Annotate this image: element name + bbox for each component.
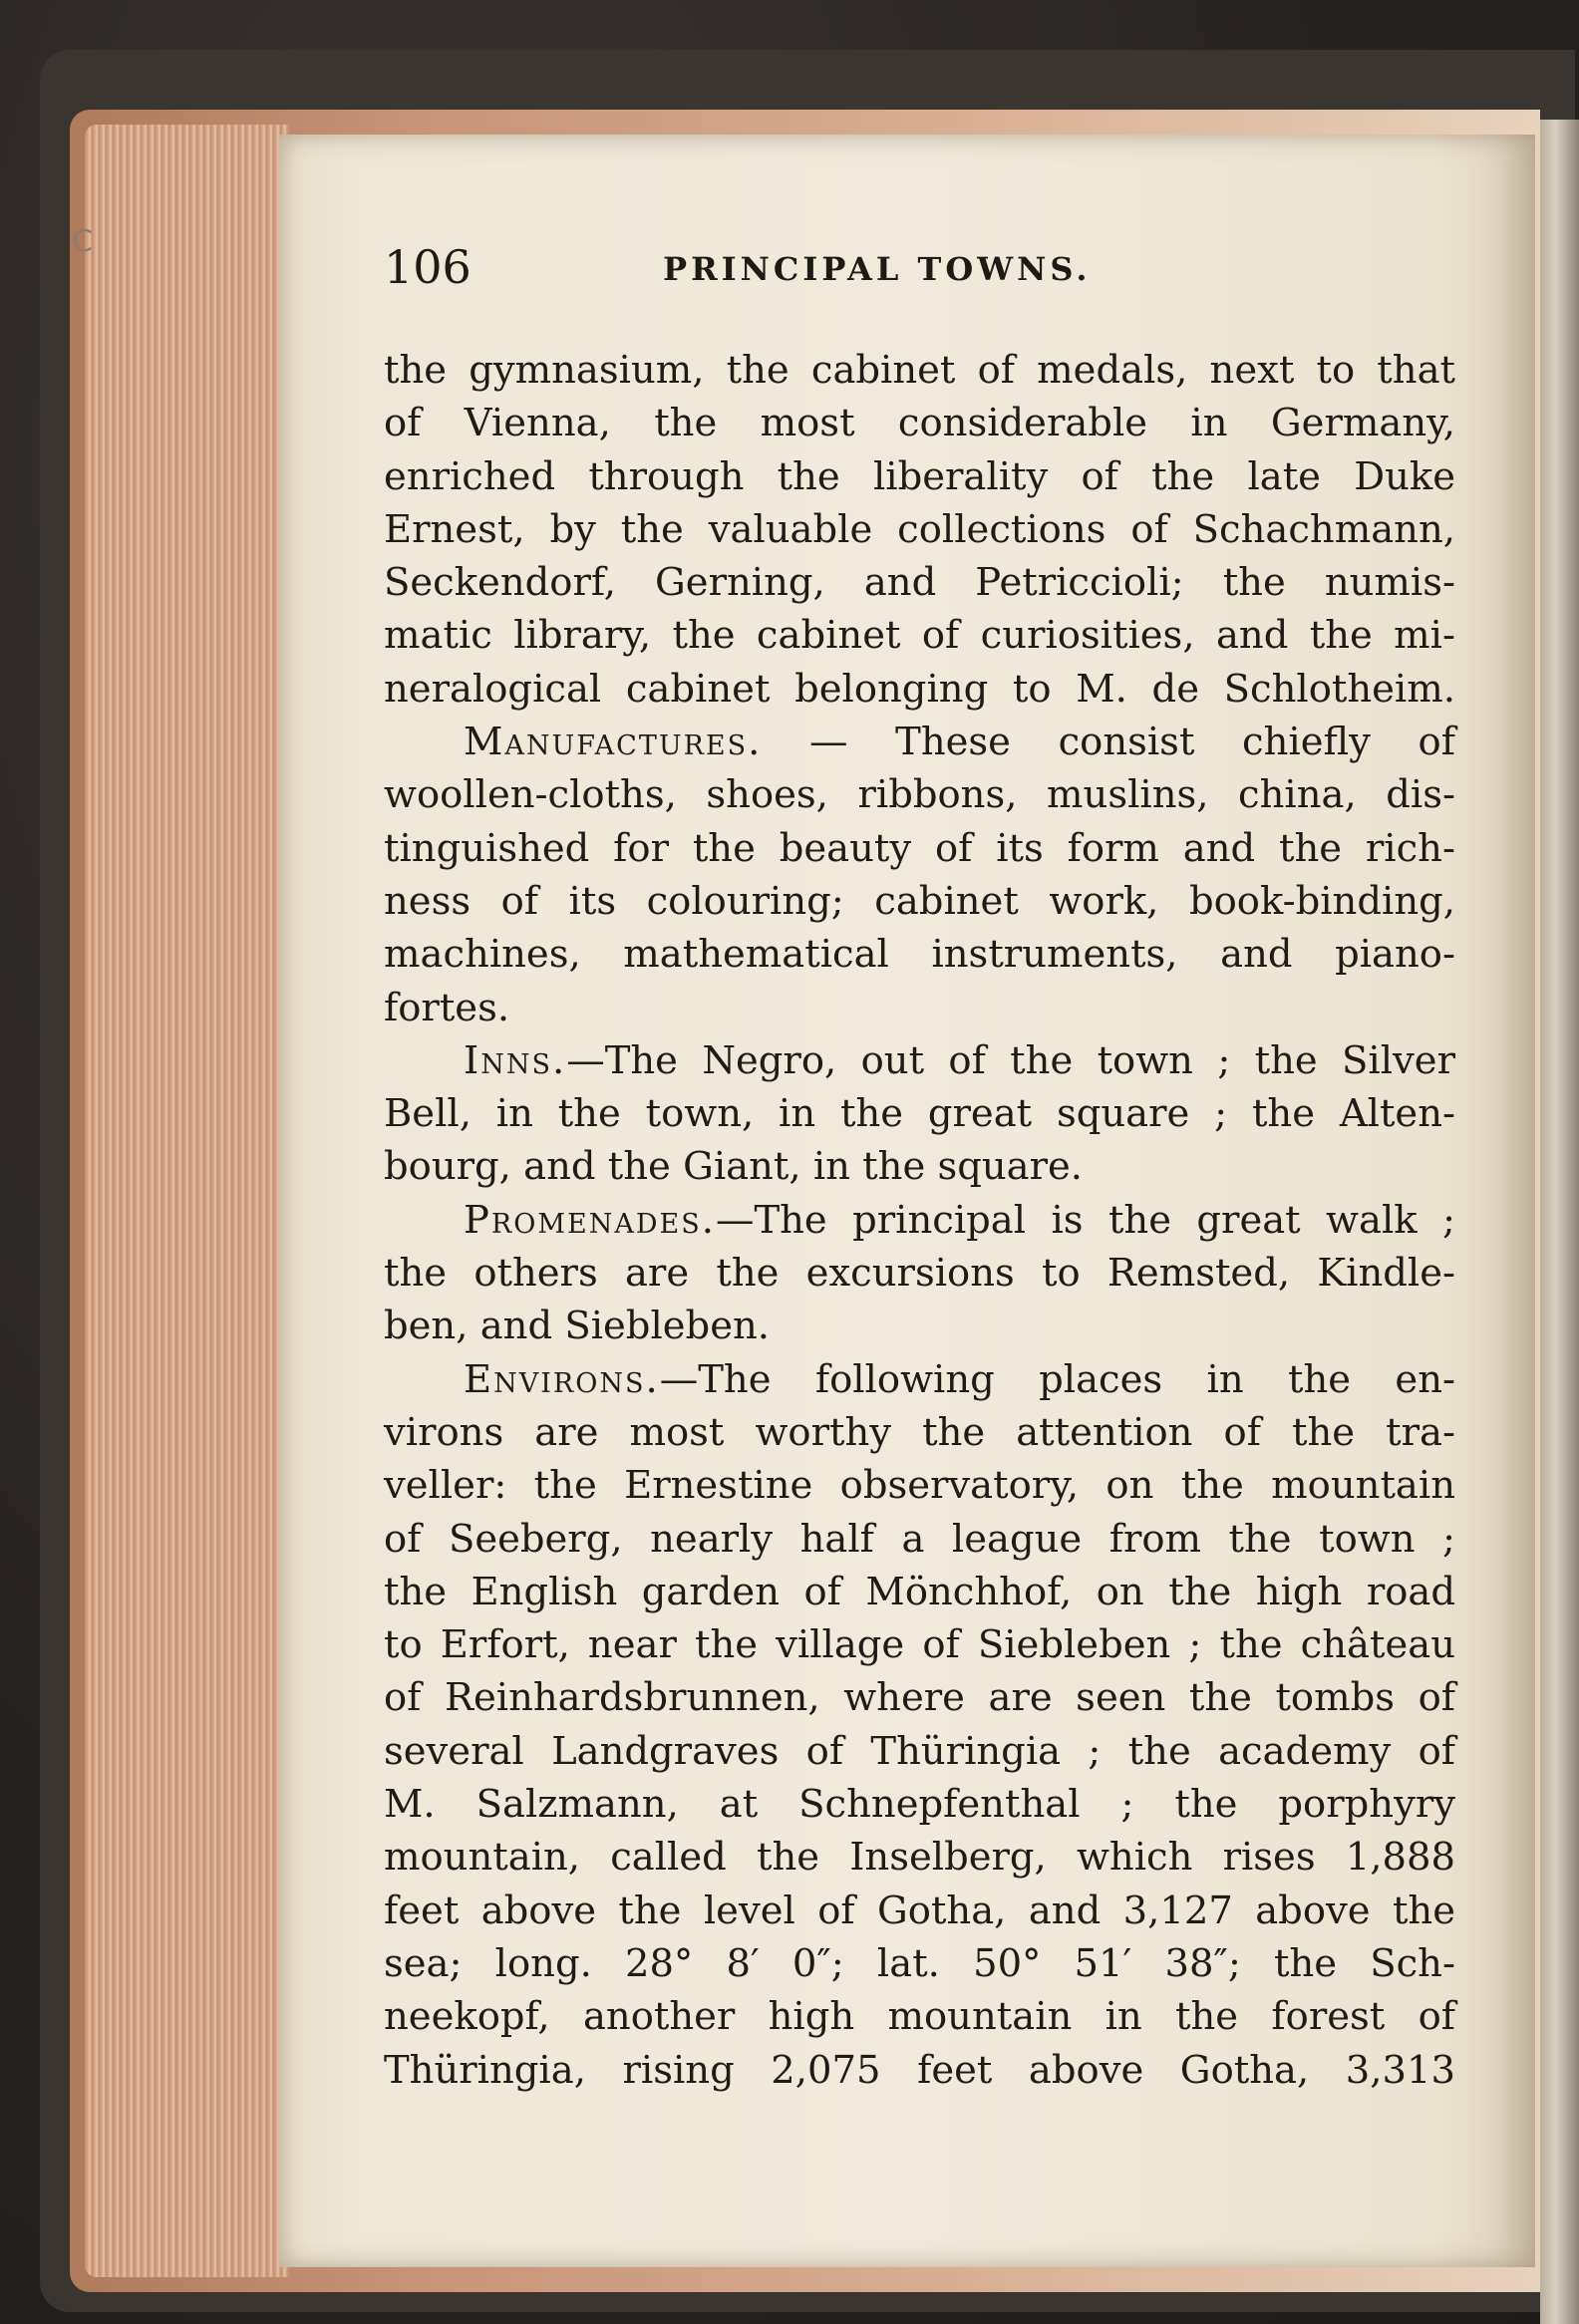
text-span: —The principal is the great walk ; [715,1197,1455,1243]
text-line: neekopf, another high mountain in the forest of [384,1994,1455,2040]
section-line-promenades [384,1194,1455,1247]
text-line: enriched through the liberality of the late Duke [384,453,1455,499]
right-page-edge [1540,120,1579,2324]
text-line: Ernest, by the valuable collections of Schachmann, [384,506,1455,552]
text-line: bourg, and the Giant, in the square. [384,1144,1084,1190]
text-line: Bell, in the town, in the great square ; the Alten- [384,1091,1455,1137]
text-line: ben, and Siebleben. [384,1304,771,1349]
text-line: the English garden of Mönchhof, on the high road [384,1569,1455,1614]
section-head-manufactures: Manufactures. [464,720,763,765]
page-header [384,239,1460,299]
section-head-inns: Inns. [464,1037,567,1083]
section-line-environs [384,1353,1455,1406]
text-line: fortes. [384,985,510,1030]
text-line: Seckendorf, Gerning, and Petriccioli; the numis- [384,560,1455,606]
text-line: woollen-cloths, shoes, ribbons, muslins, china, dis- [384,772,1455,818]
section-head-environs: Environs. [464,1356,660,1402]
text-line: matic library, the cabinet of curiosities, and the mi- [384,613,1455,659]
body-text [384,344,1455,2097]
text-line: Thüringia, rising 2,075 feet above Gotha, 3,313 [384,2047,1455,2093]
page-number: 106 [384,240,472,294]
text-line: the gymnasium, the cabinet of medals, next to that [384,348,1455,393]
text-line: to Erfort, near the village of Siebleben ; the château [384,1622,1455,1668]
text-line: of Seeberg, nearly half a league from the town ; [384,1516,1455,1562]
text-line: of Vienna, the most considerable in Germany, [384,401,1455,446]
text-line: several Landgraves of Thüringia ; the academy of [384,1728,1455,1774]
text-line: ness of its colouring; cabinet work, book-binding, [384,878,1455,924]
text-line: feet above the level of Gotha, and 3,127 above the [384,1888,1455,1933]
section-line-manufactures [384,716,1455,768]
text-span: —The Negro, out of the town ; the Silver [566,1037,1455,1083]
text-line: mountain, called the Inselberg, which rises 1,888 [384,1835,1455,1881]
text-line: neralogical cabinet belonging to M. de Schlotheim. [384,666,1455,712]
spine-mark: C [72,224,93,259]
section-head-promenades: Promenades. [464,1197,716,1243]
section-line-inns [384,1034,1455,1087]
text-line: virons are most worthy the attention of the tra- [384,1409,1455,1455]
text-line: of Reinhardsbrunnen, where are seen the tombs of [384,1675,1455,1721]
page-edges [85,125,289,2277]
running-head: PRINCIPAL TOWNS. [663,250,1092,288]
text-span: —The following places in the en- [659,1356,1455,1402]
text-line: veller: the Ernestine observatory, on the mountain [384,1463,1455,1509]
text-line: the others are the excursions to Remsted, Kindle- [384,1251,1455,1297]
text-line: M. Salzmann, at Schnepfenthal ; the porphyry [384,1782,1455,1828]
text-line: sea; long. 28° 8′ 0″; lat. 50° 51′ 38″; the Sch- [384,1940,1455,1986]
text-line: tinguished for the beauty of its form and the rich- [384,825,1455,871]
text-line: machines, mathematical instruments, and piano- [384,932,1455,978]
text-span: — These consist chiefly of [762,720,1455,765]
